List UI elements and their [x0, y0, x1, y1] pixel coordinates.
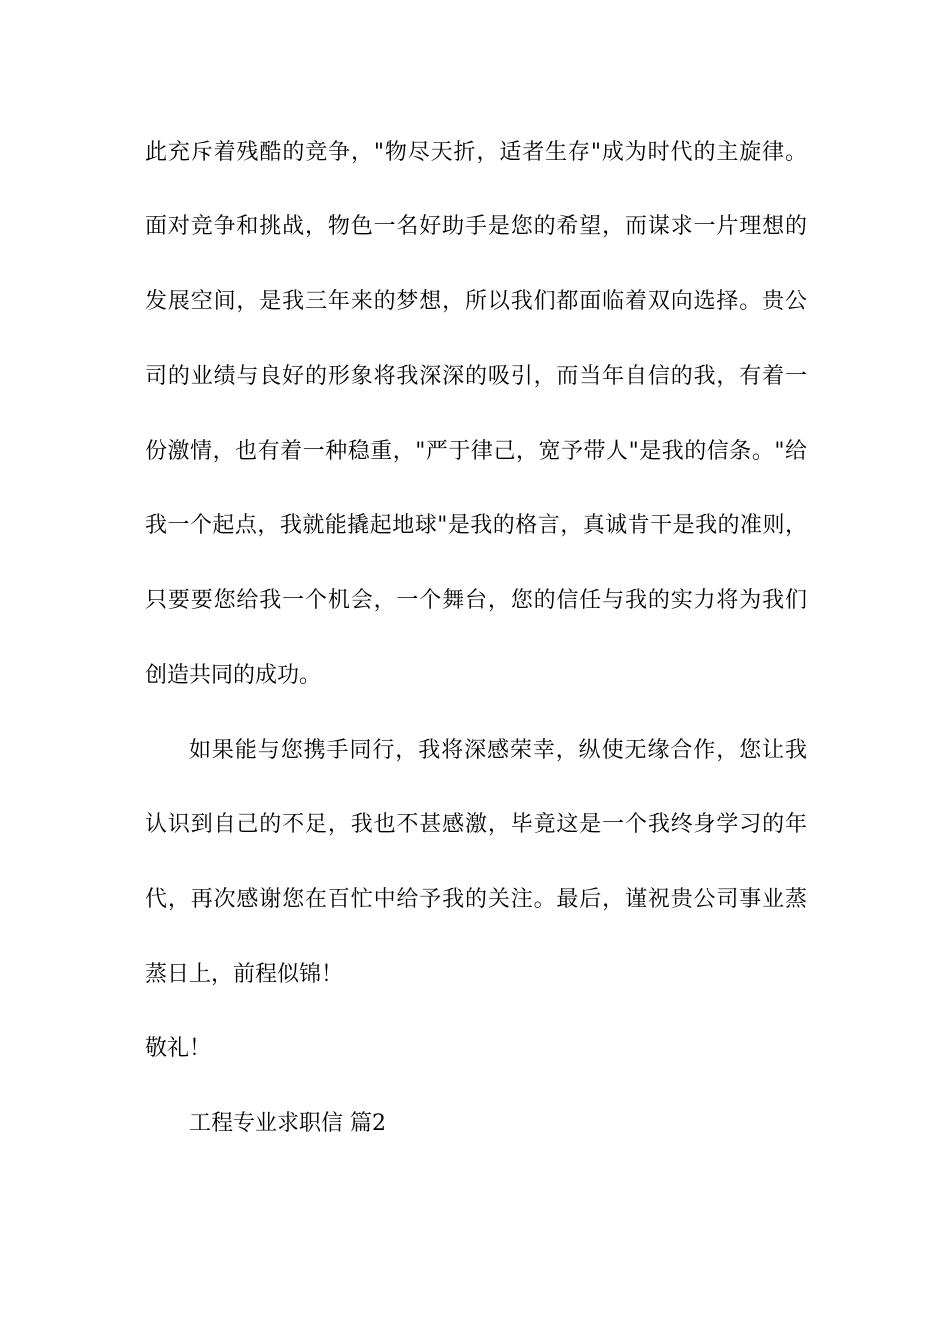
paragraph-1-line-6: 我一个起点，我就能撬起地球"是我的格言，真诚肯干是我的准则，	[145, 513, 807, 538]
paragraph-1-line-8: 创造共同的成功。	[145, 663, 322, 688]
paragraph-2-line-2: 认识到自己的不足，我也不甚感激，毕竟这是一个我终身学习的年	[145, 812, 807, 837]
paragraph-1-line-3: 发展空间，是我三年来的梦想，所以我们都面临着双向选择。贵公	[145, 289, 807, 314]
paragraph-1-line-4: 司的业绩与良好的形象将我深深的吸引，而当年自信的我，有着一	[145, 364, 807, 389]
paragraph-1-line-1: 此充斥着残酷的竞争，"物尽天折，适者生存"成为时代的主旋律。	[145, 140, 807, 165]
closing-salutation: 敬礼！	[145, 1036, 212, 1061]
paragraph-2-line-3: 代，再次感谢您在百忙中给予我的关注。最后，谨祝贵公司事业蒸	[145, 887, 807, 912]
paragraph-1-line-5: 份激情，也有着一种稳重，"严于律己，宽予带人"是我的信条。"给	[145, 439, 807, 464]
paragraph-2-line-1: 如果能与您携手同行，我将深感荣幸，纵使无缘合作，您让我	[189, 738, 807, 763]
paragraph-1-line-2: 面对竞争和挑战，物色一名好助手是您的希望，而谋求一片理想的	[145, 214, 807, 239]
paragraph-1-line-7: 只要要您给我一个机会，一个舞台，您的信任与我的实力将为我们	[145, 588, 807, 613]
paragraph-2-line-4: 蒸日上，前程似锦！	[145, 962, 344, 987]
section-heading: 工程专业求职信 篇2	[189, 1111, 386, 1136]
